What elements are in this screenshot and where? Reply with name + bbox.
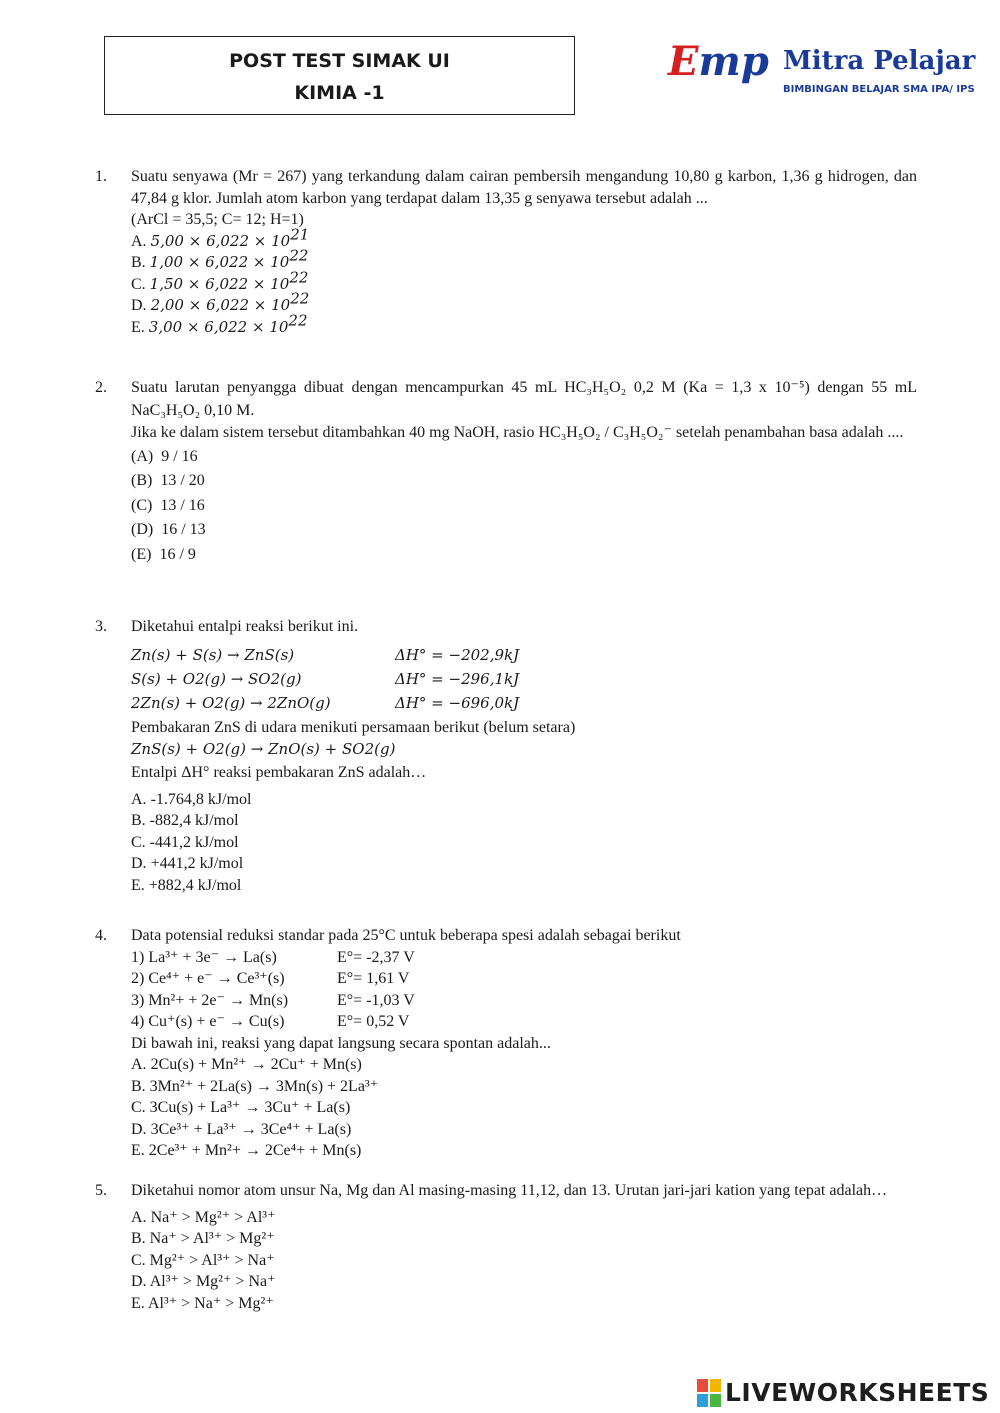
option-b[interactable]: B. Na⁺ > Al³⁺ > Mg²⁺ [131,1230,275,1247]
question-stem: Data potensial reduksi standar pada 25°C untuk beberapa spesi adalah sebagai berikut [131,927,681,944]
title-box [104,36,575,115]
question-4 [95,925,917,1162]
reaction-row: Zn(s) + S(s) → ZnS(s) ΔH° = −202,9kJ [131,645,520,664]
combustion-equation: ZnS(s) + O2(g) → ZnO(s) + SO2(g) [131,740,396,759]
options-list [131,1054,917,1162]
option-d[interactable]: D. +441,2 kJ/mol [131,855,244,872]
reaction-data [95,644,917,716]
logo-brand-name: Mitra Pelajar [783,46,976,76]
liveworksheets-text: LIVEWORKSHEETS [725,1378,990,1408]
options-list [131,225,917,339]
question-2 [95,377,917,567]
question-prompt: Entalpi ΔH° reaksi pembakaran ZnS adalah… [131,764,427,781]
logo-mark-icon: Emp [668,38,769,85]
mitra-pelajar-logo [668,38,976,100]
option-a[interactable]: A. -1.764,8 kJ/mol [131,790,252,808]
question-stem: Suatu senyawa (Mr = 267) yang terkandung dalam cairan pembersih mengandung 10,80 g karbon, 1,36 g hidrogen, dan 47,84 g klor. Jumlah atom karbon yang terdapat dalam 13,35 g senyawa tersebut adalah ... [131,168,917,207]
option-c[interactable]: C. $1,50 \times 6,022 \times 10^{22}$ [131,268,309,293]
option-b[interactable]: B. -882,4 kJ/mol [131,812,239,829]
question-stem: Suatu larutan penyangga dibuat dengan mencampurkan 45 mL HC₃H₅O₂ 0,2 M (Ka = 1,3 x 10⁻⁵) dengan 55 mL NaC₃H₅O₂ 0,10 M. [131,379,917,419]
question-stem: Diketahui entalpi reaksi berikut ini. [131,618,359,635]
option-b[interactable]: B. $1,00 \times 6,022 \times 10^{22}$ [131,246,309,271]
question-given-data: (ArCl = 35,5; C= 12; H=1) [131,211,304,228]
option-e[interactable]: (E) 16 / 9 [131,545,196,563]
question-prompt: Di bawah ini, reaksi yang dapat langsung secara spontan adalah... [131,1034,551,1052]
potential-row: 1) La³⁺ + 3e⁻ → La(s) E°= -2,37 V [131,948,415,966]
option-d[interactable]: D. 3Ce³⁺ + La³⁺ → 3Ce⁴⁺ + La(s) [131,1120,352,1138]
liveworksheets-watermark [697,1376,989,1410]
option-d[interactable]: D. $2,00 \times 6,022 \times 10^{22}$ [131,289,310,314]
option-b[interactable]: (B) 13 / 20 [131,472,205,489]
option-e[interactable]: E. 2Ce³⁺ + Mn²+ → 2Ce⁴+ + Mn(s) [131,1142,362,1159]
question-number: 2. [95,379,107,396]
test-title: POST TEST SIMAK UI [229,50,450,72]
option-c[interactable]: (C) 13 / 16 [131,496,205,514]
potential-row: 2) Ce⁴⁺ + e⁻ → Ce³⁺(s) E°= 1,61 V [131,970,410,987]
combustion-text: Pembakaran ZnS di udara menikuti persamaan berikut (belum setara) [131,718,576,736]
question-stem: Diketahui nomor atom unsur Na, Mg dan Al masing-masing 11,12, dan 13. Urutan jari-jari kation yang tepat adalah… [131,1182,888,1199]
options-list [131,445,917,568]
option-c[interactable]: C. 3Cu(s) + La³⁺ → 3Cu⁺ + La(s) [131,1099,351,1116]
options-list [131,1207,917,1315]
question-number: 5. [95,1182,107,1199]
option-a[interactable]: A. Na⁺ > Mg²⁺ > Al³⁺ [131,1208,276,1226]
reaction-row: 2Zn(s) + O2(g) → 2ZnO(g) ΔH° = −696,0kJ [131,693,520,712]
option-c[interactable]: C. -441,2 kJ/mol [131,833,239,851]
reaction-row: S(s) + O2(g) → SO2(g) ΔH° = −296,1kJ [131,669,520,688]
question-stem-continued: Jika ke dalam sistem tersebut ditambahkan 40 mg NaOH, rasio HC₃H₅O₂ / C₃H₅O₂⁻ setelah penambahan basa adalah .... [131,424,904,441]
reduction-potential-data [131,947,917,1033]
options-list [131,789,917,897]
option-e[interactable]: E. Al³⁺ > Na⁺ > Mg²⁺ [131,1294,274,1312]
option-e[interactable]: E. $3,00 \times 6,022 \times 10^{22}$ [131,311,308,336]
test-subtitle: KIMIA -1 [294,82,385,104]
potential-row: 4) Cu⁺(s) + e⁻ → Cu(s) E°= 0,52 V [131,1013,410,1030]
question-number: 3. [95,618,107,635]
question-1 [95,166,917,338]
liveworksheets-icon [697,1379,721,1407]
question-5 [95,1180,917,1314]
option-a[interactable]: A. $5,00 \times 6,022 \times 10^{21}$ [131,225,310,250]
potential-row: 3) Mn²+ + 2e⁻ → Mn(s) E°= -1,03 V [131,991,415,1009]
option-c[interactable]: C. Mg²⁺ > Al³⁺ > Na⁺ [131,1251,275,1269]
question-3 [95,616,917,896]
option-a[interactable]: (A) 9 / 16 [131,447,198,465]
question-number: 1. [95,168,107,185]
logo-tagline: BIMBINGAN BELAJAR SMA IPA/ IPS [783,84,975,95]
option-d[interactable]: D. Al³⁺ > Mg²⁺ > Na⁺ [131,1273,276,1290]
question-number: 4. [95,927,107,944]
option-b[interactable]: B. 3Mn²⁺ + 2La(s) → 3Mn(s) + 2La³⁺ [131,1077,379,1095]
option-d[interactable]: (D) 16 / 13 [131,521,206,538]
option-e[interactable]: E. +882,4 kJ/mol [131,876,242,894]
option-a[interactable]: A. 2Cu(s) + Mn²⁺ → 2Cu⁺ + Mn(s) [131,1056,362,1073]
